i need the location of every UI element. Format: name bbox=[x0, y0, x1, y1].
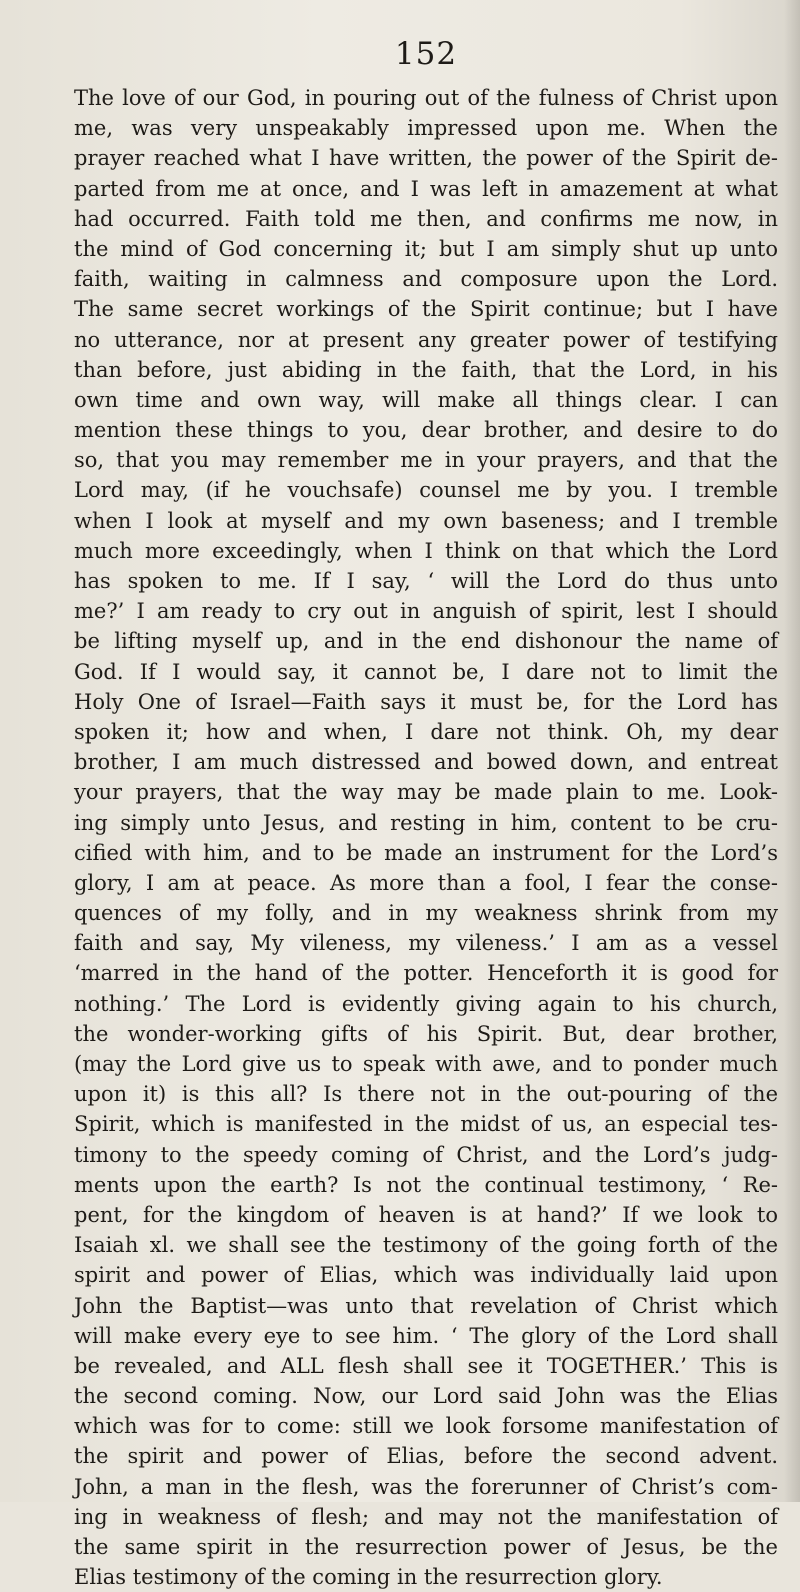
text-line: faith and say, My vileness, my vileness.’ I am as a vessel bbox=[74, 931, 778, 956]
text-line: your prayers, that the way may be made plain to me. Look- bbox=[74, 780, 778, 805]
text-line: ing simply unto Jesus, and resting in him, content to be cru- bbox=[74, 810, 778, 835]
text-line: glory, I am at peace. As more than a fool, I fear the conse- bbox=[74, 870, 778, 895]
text-line: will make every eye to see him. ‘ The glory of the Lord shall bbox=[74, 1323, 778, 1348]
text-line: ‘marred in the hand of the potter. Henceforth it is good for bbox=[74, 961, 778, 986]
text-line: be revealed, and ALL flesh shall see it TOGETHER.’ This is bbox=[74, 1353, 778, 1378]
text-line: ing in weakness of flesh; and may not the manifestation of bbox=[74, 1504, 778, 1529]
text-line: The love of our God, in pouring out of the fulness of Christ upon bbox=[74, 86, 778, 110]
page-edge-shadow bbox=[784, 0, 800, 1502]
text-line: mention these things to you, dear brother, and desire to do bbox=[74, 418, 778, 443]
text-line: when I look at myself and my own baseness; and I tremble bbox=[74, 508, 778, 533]
text-line: Lord may, (if he vouchsafe) counsel me by you. I tremble bbox=[74, 478, 778, 503]
text-line: (may the Lord give us to speak with awe, and to ponder much bbox=[74, 1052, 778, 1076]
text-line: spirit and power of Elias, which was individually laid upon bbox=[74, 1263, 778, 1288]
text-line: be lifting myself up, and in the end dishonour the name of bbox=[74, 629, 778, 654]
text-line: parted from me at once, and I was left in amazement at what bbox=[74, 176, 778, 201]
text-line: which was for to come: still we look forsome manifestation of bbox=[74, 1414, 778, 1439]
text-line: the same spirit in the resurrection power of Jesus, be the bbox=[74, 1535, 778, 1559]
text-line: spoken it; how and when, I dare not think. Oh, my dear bbox=[74, 719, 778, 744]
text-line: The same secret workings of the Spirit continue; but I have bbox=[74, 297, 778, 322]
text-line: cified with him, and to be made an instrument for the Lord’s bbox=[74, 840, 778, 865]
text-line: upon it) is this all? Is there not in the out-pouring of the bbox=[74, 1082, 778, 1107]
text-line: Isaiah xl. we shall see the testimony of the going forth of the bbox=[74, 1233, 778, 1258]
text-line: prayer reached what I have written, the power of the Spirit de- bbox=[74, 146, 778, 171]
text-line: brother, I am much distressed and bowed down, and entreat bbox=[74, 750, 778, 775]
text-line: had occurred. Faith told me then, and confirms me now, in bbox=[74, 206, 778, 231]
text-line: the second coming. Now, our Lord said John was the Elias bbox=[74, 1384, 778, 1409]
text-line: than before, just abiding in the faith, that the Lord, in his bbox=[74, 357, 778, 382]
text-line: the wonder-working gifts of his Spirit. But, dear brother, bbox=[74, 1021, 778, 1046]
text-line: Spirit, which is manifested in the midst of us, an especial tes- bbox=[74, 1112, 778, 1137]
text-line: the mind of God concerning it; but I am simply shut up unto bbox=[74, 236, 778, 261]
text-line: much more exceedingly, when I think on that which the Lord bbox=[74, 538, 778, 563]
text-line: Elias testimony of the coming in the resurrection glory. bbox=[74, 1565, 663, 1590]
text-line: own time and own way, will make all things clear. I can bbox=[74, 387, 778, 412]
text-line: faith, waiting in calmness and composure upon the Lord. bbox=[74, 267, 778, 292]
body-text bbox=[74, 83, 778, 1592]
text-line: me, was very unspeakably impressed upon me. When the bbox=[74, 116, 778, 141]
text-line: ments upon the earth? Is not the continual testimony, ‘ Re- bbox=[74, 1172, 778, 1197]
text-line: has spoken to me. If I say, ‘ will the Lord do thus unto bbox=[74, 569, 778, 593]
text-line: pent, for the kingdom of heaven is at hand?’ If we look to bbox=[74, 1202, 778, 1227]
text-line: no utterance, nor at present any greater power of testifying bbox=[74, 327, 778, 352]
text-line: John the Baptist—was unto that revelation of Christ which bbox=[74, 1293, 778, 1318]
text-line: so, that you may remember me in your prayers, and that the bbox=[74, 448, 778, 473]
text-line: quences of my folly, and in my weakness shrink from my bbox=[74, 901, 778, 926]
text-line: timony to the speedy coming of Christ, and the Lord’s judg- bbox=[74, 1142, 778, 1167]
text-line: God. If I would say, it cannot be, I dare not to limit the bbox=[74, 659, 778, 684]
text-line: nothing.’ The Lord is evidently giving again to his church, bbox=[74, 991, 778, 1016]
text-line: Holy One of Israel—Faith says it must be, for the Lord has bbox=[74, 689, 778, 714]
text-line: John, a man in the flesh, was the forerunner of Christ’s com- bbox=[74, 1474, 778, 1499]
page-number: 152 bbox=[394, 36, 458, 72]
text-line: the spirit and power of Elias, before the second advent. bbox=[74, 1444, 778, 1469]
text-line: me?’ I am ready to cry out in anguish of spirit, lest I should bbox=[74, 599, 778, 624]
